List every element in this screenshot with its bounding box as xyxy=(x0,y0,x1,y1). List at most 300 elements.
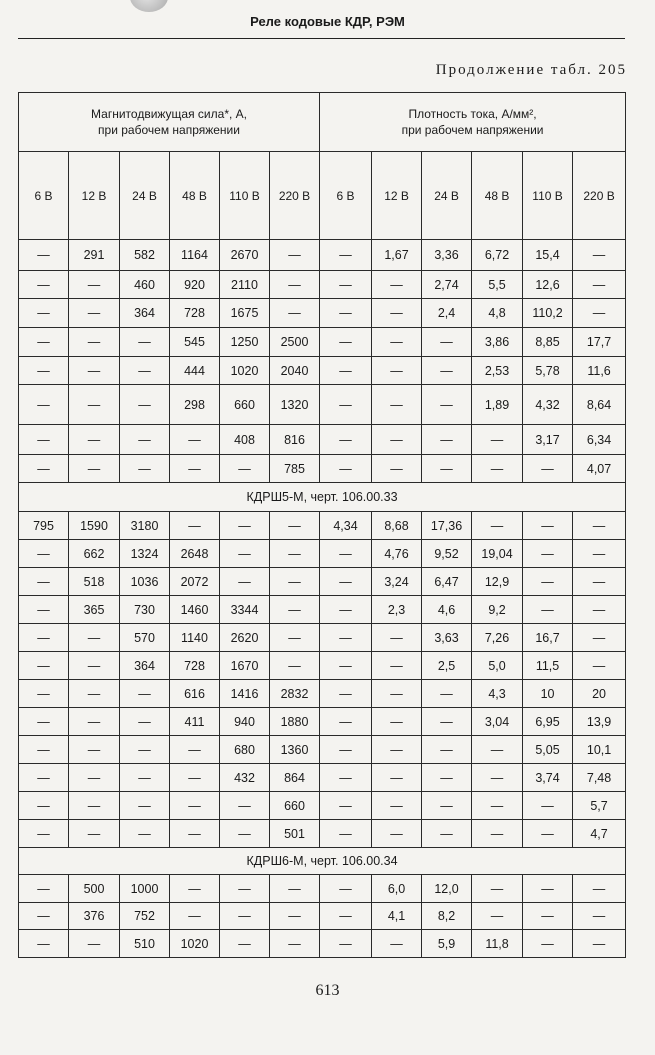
table-cell: — xyxy=(19,455,69,483)
table-cell: — xyxy=(320,568,372,596)
table-cell: — xyxy=(472,820,523,848)
table-cell: — xyxy=(170,764,220,792)
table-cell: 795 xyxy=(19,512,69,540)
table-cell: 5,05 xyxy=(523,736,573,764)
density-header-line1: Плотность тока, А/мм², xyxy=(408,107,537,121)
voltage-header: 110 В xyxy=(523,152,573,240)
table-row xyxy=(19,820,626,848)
table-cell: 1020 xyxy=(220,357,270,385)
table-cell: — xyxy=(120,736,170,764)
table-cell: 920 xyxy=(170,271,220,299)
table-cell: 8,68 xyxy=(372,512,422,540)
table-continuation-label: Продолжение табл. 205 xyxy=(435,62,627,78)
table-cell: — xyxy=(69,328,120,357)
table-cell: 752 xyxy=(120,903,170,930)
table-cell: 6,72 xyxy=(472,240,523,271)
table-cell: — xyxy=(19,425,69,455)
table-cell: 291 xyxy=(69,240,120,271)
table-cell: — xyxy=(220,792,270,820)
corner-stamp xyxy=(130,0,168,12)
table-cell: — xyxy=(69,624,120,652)
table-cell: — xyxy=(320,708,372,736)
table-cell: — xyxy=(19,624,69,652)
table-cell: 570 xyxy=(120,624,170,652)
table-row xyxy=(19,568,626,596)
table-cell: 376 xyxy=(69,903,120,930)
table-cell: — xyxy=(320,680,372,708)
table-row xyxy=(19,764,626,792)
table-cell: — xyxy=(573,903,626,930)
table-cell: 16,7 xyxy=(523,624,573,652)
table-cell: 1000 xyxy=(120,875,170,903)
table-cell: 8,85 xyxy=(523,328,573,357)
table-cell: — xyxy=(573,540,626,568)
table-cell: — xyxy=(19,540,69,568)
table-cell: 5,0 xyxy=(472,652,523,680)
table-cell: — xyxy=(372,271,422,299)
table-cell: 545 xyxy=(170,328,220,357)
table-cell: — xyxy=(523,820,573,848)
table-cell: — xyxy=(170,512,220,540)
table-cell: — xyxy=(19,792,69,820)
table-row xyxy=(19,271,626,299)
table-cell: — xyxy=(270,596,320,624)
table-cell: 1250 xyxy=(220,328,270,357)
table-cell: — xyxy=(320,328,372,357)
table-cell: — xyxy=(472,875,523,903)
table-cell: — xyxy=(372,299,422,328)
table-row xyxy=(19,930,626,958)
table-cell: — xyxy=(320,764,372,792)
table-cell: 460 xyxy=(120,271,170,299)
table-cell: 4,34 xyxy=(320,512,372,540)
table-cell: — xyxy=(573,652,626,680)
table-cell: — xyxy=(372,455,422,483)
table-cell: — xyxy=(69,930,120,958)
running-title: Реле кодовые КДР, РЭМ xyxy=(250,14,405,29)
table-cell: — xyxy=(220,540,270,568)
table-cell: — xyxy=(270,903,320,930)
voltage-header: 220 В xyxy=(573,152,626,240)
table-row xyxy=(19,596,626,624)
table-cell: 816 xyxy=(270,425,320,455)
table-cell: — xyxy=(523,792,573,820)
table-cell: 364 xyxy=(120,652,170,680)
table-cell: — xyxy=(270,240,320,271)
mmf-header-line2: при рабочем напряжении xyxy=(98,123,240,137)
table-cell: — xyxy=(472,455,523,483)
table-cell: 1590 xyxy=(69,512,120,540)
table-cell: — xyxy=(19,596,69,624)
table-cell: — xyxy=(573,512,626,540)
table-cell: — xyxy=(523,596,573,624)
table-cell: — xyxy=(422,792,472,820)
table-cell: — xyxy=(422,820,472,848)
table-cell: — xyxy=(372,425,422,455)
table-cell: 680 xyxy=(220,736,270,764)
table-cell: — xyxy=(270,624,320,652)
table-cell: — xyxy=(372,736,422,764)
table-cell: — xyxy=(372,792,422,820)
table-cell: 1675 xyxy=(220,299,270,328)
table-cell: 6,95 xyxy=(523,708,573,736)
table-cell: 4,3 xyxy=(472,680,523,708)
table-cell: — xyxy=(120,792,170,820)
table-cell: 500 xyxy=(69,875,120,903)
table-cell: 2670 xyxy=(220,240,270,271)
section-title-row xyxy=(19,483,626,512)
voltage-header: 6 В xyxy=(19,152,69,240)
table-row xyxy=(19,299,626,328)
table-cell: 5,9 xyxy=(422,930,472,958)
table-cell: 7,26 xyxy=(472,624,523,652)
table-cell: 1880 xyxy=(270,708,320,736)
table-cell: 1140 xyxy=(170,624,220,652)
table-cell: — xyxy=(320,540,372,568)
table-cell: 8,2 xyxy=(422,903,472,930)
table-cell: — xyxy=(320,357,372,385)
table-cell: — xyxy=(320,652,372,680)
table-cell: — xyxy=(170,455,220,483)
table-cell: — xyxy=(523,512,573,540)
table-row xyxy=(19,680,626,708)
table-cell: — xyxy=(69,820,120,848)
table-cell: — xyxy=(372,652,422,680)
table-cell: 12,9 xyxy=(472,568,523,596)
table-cell: — xyxy=(523,903,573,930)
table-cell: 5,78 xyxy=(523,357,573,385)
table-cell: — xyxy=(573,624,626,652)
table-cell: 3,24 xyxy=(372,568,422,596)
table-cell: 9,2 xyxy=(472,596,523,624)
table-row xyxy=(19,512,626,540)
table-cell: 4,8 xyxy=(472,299,523,328)
table-cell: — xyxy=(320,792,372,820)
table-cell: — xyxy=(320,624,372,652)
table-cell: — xyxy=(170,903,220,930)
table-cell: 730 xyxy=(120,596,170,624)
table-cell: 2500 xyxy=(270,328,320,357)
table-cell: — xyxy=(220,875,270,903)
table-cell: — xyxy=(19,357,69,385)
table-cell: — xyxy=(320,425,372,455)
table-cell: 660 xyxy=(220,385,270,425)
table-row xyxy=(19,385,626,425)
table-cell: 1670 xyxy=(220,652,270,680)
table-cell: — xyxy=(19,930,69,958)
table-cell: 365 xyxy=(69,596,120,624)
table-cell: — xyxy=(69,708,120,736)
table-cell: — xyxy=(220,930,270,958)
table-cell: 12,6 xyxy=(523,271,573,299)
table-cell: — xyxy=(472,512,523,540)
table-cell: 728 xyxy=(170,652,220,680)
table-cell: 4,7 xyxy=(573,820,626,848)
section-title: КДРШ5-М, черт. 106.00.33 xyxy=(19,483,626,512)
section-title-row xyxy=(19,848,626,875)
table-cell: — xyxy=(422,680,472,708)
voltage-header-row xyxy=(19,152,626,240)
table-cell: — xyxy=(120,385,170,425)
table-cell: — xyxy=(19,680,69,708)
voltage-header: 12 В xyxy=(69,152,120,240)
table-row xyxy=(19,240,626,271)
table-cell: 2072 xyxy=(170,568,220,596)
table-cell: — xyxy=(320,820,372,848)
table-cell: 4,1 xyxy=(372,903,422,930)
table-cell: — xyxy=(422,328,472,357)
table-cell: — xyxy=(320,875,372,903)
table-cell: — xyxy=(422,357,472,385)
table-cell: 3,36 xyxy=(422,240,472,271)
table-cell: — xyxy=(422,708,472,736)
table-cell: 1416 xyxy=(220,680,270,708)
table-cell: — xyxy=(372,385,422,425)
table-cell: 2,74 xyxy=(422,271,472,299)
header-rule xyxy=(18,38,625,39)
table-cell: — xyxy=(69,425,120,455)
table-cell: — xyxy=(320,299,372,328)
table-cell: — xyxy=(220,820,270,848)
table-cell: 20 xyxy=(573,680,626,708)
table-cell: 2,3 xyxy=(372,596,422,624)
table-cell: 1164 xyxy=(170,240,220,271)
table-cell: — xyxy=(69,299,120,328)
table-cell: — xyxy=(69,792,120,820)
table-cell: 15,4 xyxy=(523,240,573,271)
table-cell: — xyxy=(270,540,320,568)
table-cell: — xyxy=(270,875,320,903)
table-cell: 3,17 xyxy=(523,425,573,455)
mmf-header-line1: Магнитодвижущая сила*, А, xyxy=(91,107,247,121)
group-header-row xyxy=(19,93,626,152)
table-cell: — xyxy=(372,930,422,958)
table-cell: 3180 xyxy=(120,512,170,540)
table-cell: 1324 xyxy=(120,540,170,568)
table-cell: — xyxy=(523,540,573,568)
table-cell: 2,5 xyxy=(422,652,472,680)
table-cell: — xyxy=(320,385,372,425)
table-cell: — xyxy=(320,596,372,624)
table-row xyxy=(19,328,626,357)
table-cell: — xyxy=(422,455,472,483)
table-row xyxy=(19,708,626,736)
table-cell: — xyxy=(19,328,69,357)
table-cell: — xyxy=(69,271,120,299)
table-cell: — xyxy=(120,455,170,483)
table-cell: — xyxy=(523,875,573,903)
voltage-header: 110 В xyxy=(220,152,270,240)
table-cell: — xyxy=(19,764,69,792)
table-cell: — xyxy=(19,652,69,680)
table-row xyxy=(19,455,626,483)
table-cell: — xyxy=(120,357,170,385)
table-cell: 2,4 xyxy=(422,299,472,328)
table-cell: — xyxy=(320,240,372,271)
table-cell: — xyxy=(220,568,270,596)
table-cell: — xyxy=(270,299,320,328)
table-row xyxy=(19,652,626,680)
table-cell: — xyxy=(573,568,626,596)
table-cell: — xyxy=(19,820,69,848)
table-cell: 5,7 xyxy=(573,792,626,820)
table-cell: — xyxy=(170,425,220,455)
voltage-header: 48 В xyxy=(472,152,523,240)
table-cell: — xyxy=(69,455,120,483)
table-cell: — xyxy=(422,425,472,455)
table-cell: — xyxy=(19,875,69,903)
table-cell: — xyxy=(320,736,372,764)
table-cell: — xyxy=(573,271,626,299)
table-cell: — xyxy=(69,764,120,792)
table-cell: 411 xyxy=(170,708,220,736)
table-cell: 19,04 xyxy=(472,540,523,568)
table-cell: — xyxy=(472,903,523,930)
table-cell: 3,86 xyxy=(472,328,523,357)
table-cell: — xyxy=(170,875,220,903)
table-cell: 10 xyxy=(523,680,573,708)
table-cell: — xyxy=(220,512,270,540)
table-cell: 582 xyxy=(120,240,170,271)
relay-data-table xyxy=(18,92,626,958)
table-cell: — xyxy=(19,708,69,736)
table-cell: — xyxy=(472,425,523,455)
table-cell: 6,0 xyxy=(372,875,422,903)
table-cell: — xyxy=(372,624,422,652)
table-cell: — xyxy=(69,652,120,680)
table-row xyxy=(19,624,626,652)
table-cell: — xyxy=(19,736,69,764)
table-cell: — xyxy=(120,820,170,848)
table-cell: 11,5 xyxy=(523,652,573,680)
table-cell: 728 xyxy=(170,299,220,328)
table-cell: — xyxy=(19,385,69,425)
voltage-header: 6 В xyxy=(320,152,372,240)
table-cell: — xyxy=(19,271,69,299)
table-cell: 5,5 xyxy=(472,271,523,299)
table-cell: — xyxy=(69,680,120,708)
table-cell: — xyxy=(372,680,422,708)
table-cell: — xyxy=(372,820,422,848)
table-cell: 11,6 xyxy=(573,357,626,385)
table-cell: 3,04 xyxy=(472,708,523,736)
table-cell: 9,52 xyxy=(422,540,472,568)
table-cell: — xyxy=(270,568,320,596)
table-cell: 940 xyxy=(220,708,270,736)
table-cell: 662 xyxy=(69,540,120,568)
table-cell: 4,76 xyxy=(372,540,422,568)
table-cell: — xyxy=(170,792,220,820)
table-cell: 12,0 xyxy=(422,875,472,903)
table-cell: — xyxy=(170,820,220,848)
table-cell: — xyxy=(472,764,523,792)
current-density-group-header xyxy=(320,93,626,152)
table-cell: — xyxy=(422,764,472,792)
voltage-header: 48 В xyxy=(170,152,220,240)
table-cell: 3,63 xyxy=(422,624,472,652)
table-cell: — xyxy=(372,357,422,385)
table-row xyxy=(19,736,626,764)
section-title: КДРШ6-М, черт. 106.00.34 xyxy=(19,848,626,875)
table-cell: — xyxy=(120,328,170,357)
table-cell: 501 xyxy=(270,820,320,848)
table-cell: 3344 xyxy=(220,596,270,624)
voltage-header: 12 В xyxy=(372,152,422,240)
table-cell: — xyxy=(372,328,422,357)
table-row xyxy=(19,540,626,568)
table-cell: 364 xyxy=(120,299,170,328)
table-cell: 408 xyxy=(220,425,270,455)
table-cell: — xyxy=(320,930,372,958)
table-cell: — xyxy=(523,568,573,596)
table-cell: 432 xyxy=(220,764,270,792)
table-cell: 4,6 xyxy=(422,596,472,624)
table-cell: 6,47 xyxy=(422,568,472,596)
table-cell: 3,74 xyxy=(523,764,573,792)
table-cell: — xyxy=(372,708,422,736)
table-cell: — xyxy=(573,596,626,624)
table-cell: — xyxy=(270,652,320,680)
table-row xyxy=(19,425,626,455)
table-cell: 660 xyxy=(270,792,320,820)
table-cell: — xyxy=(573,240,626,271)
table-cell: — xyxy=(19,568,69,596)
table-cell: — xyxy=(523,455,573,483)
table-cell: 7,48 xyxy=(573,764,626,792)
voltage-header: 24 В xyxy=(120,152,170,240)
table-cell: 1020 xyxy=(170,930,220,958)
table-cell: 11,8 xyxy=(472,930,523,958)
table-cell: — xyxy=(270,930,320,958)
table-cell: 785 xyxy=(270,455,320,483)
table-cell: 2,53 xyxy=(472,357,523,385)
table-cell: 2648 xyxy=(170,540,220,568)
table-cell: — xyxy=(69,736,120,764)
table-cell: 2620 xyxy=(220,624,270,652)
table-cell: 1460 xyxy=(170,596,220,624)
table-row xyxy=(19,903,626,930)
table-cell: 2832 xyxy=(270,680,320,708)
table-cell: — xyxy=(19,299,69,328)
table-cell: — xyxy=(573,299,626,328)
table-cell: 510 xyxy=(120,930,170,958)
table-cell: 1360 xyxy=(270,736,320,764)
table-cell: — xyxy=(320,455,372,483)
table-cell: 518 xyxy=(69,568,120,596)
table-cell: 6,34 xyxy=(573,425,626,455)
page-number: 613 xyxy=(315,982,340,999)
table-cell: 10,1 xyxy=(573,736,626,764)
table-row xyxy=(19,357,626,385)
table-cell: 17,7 xyxy=(573,328,626,357)
table-cell: — xyxy=(320,271,372,299)
table-cell: 616 xyxy=(170,680,220,708)
table-cell: — xyxy=(120,680,170,708)
table-cell: 1036 xyxy=(120,568,170,596)
table-cell: 110,2 xyxy=(523,299,573,328)
density-header-line2: при рабочем напряжении xyxy=(401,123,544,137)
table-row xyxy=(19,792,626,820)
table-cell: 864 xyxy=(270,764,320,792)
table-cell: 1,67 xyxy=(372,240,422,271)
table-cell: — xyxy=(472,792,523,820)
table-cell: — xyxy=(69,385,120,425)
table-cell: — xyxy=(19,903,69,930)
table-cell: 444 xyxy=(170,357,220,385)
voltage-header: 220 В xyxy=(270,152,320,240)
table-cell: — xyxy=(472,736,523,764)
table-cell: — xyxy=(220,455,270,483)
